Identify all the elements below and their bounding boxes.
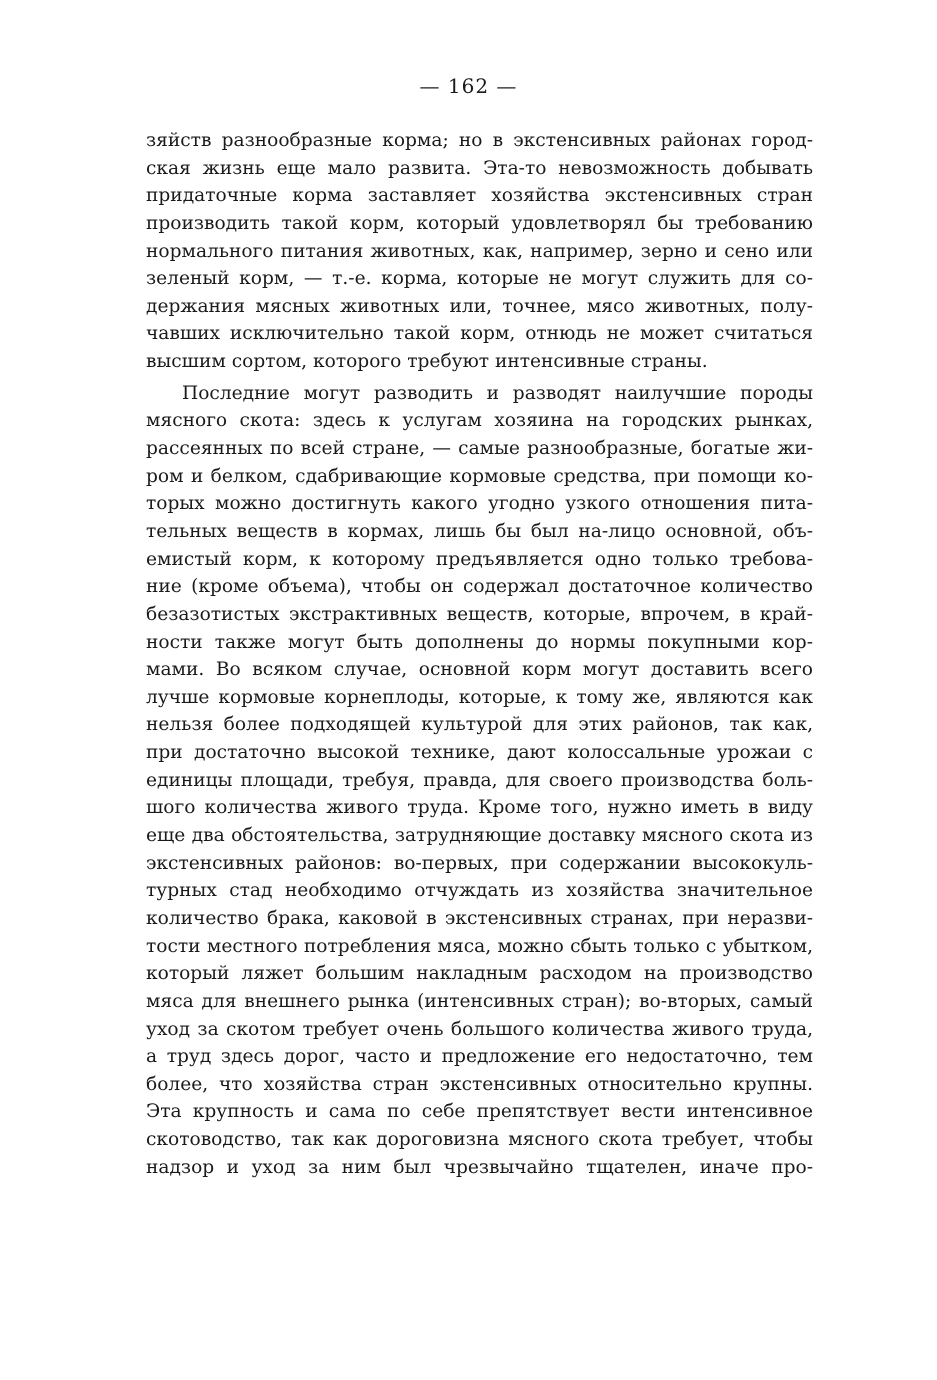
text-line: держания мясных животных или, точнее, мясо животных, полу- (146, 295, 813, 317)
text-line: скотоводство, так как дороговизна мясного скота требует, чтобы (146, 1129, 813, 1151)
text-line: производить такой корм, который удовлетворял бы требованию (146, 212, 813, 234)
text-line: ская жизнь еще мало развита. Эта-то невозможность добывать (146, 157, 813, 179)
text-line: мясного скота: здесь к услугам хозяина на городских рынках, (146, 410, 813, 432)
text-line: нормального питания животных, как, например, зерно и сено или (146, 240, 813, 262)
text-line: мами. Во всяком случае, основной корм могут доставить всего (146, 659, 813, 681)
text-line: мяса для внешнего рынка (интенсивных стран); во-вторых, самый (146, 990, 813, 1012)
text-line: нельзя более подходящей культурой для этих районов, так как, (146, 714, 813, 736)
text-line: зяйств разнообразные корма; но в экстенсивных районах город- (146, 130, 813, 151)
text-line: который ляжет большим накладным расходом на производство (146, 963, 813, 985)
text-line: придаточные корма заставляет хозяйства экстенсивных стран (146, 185, 813, 207)
text-line: Эта крупность и сама по себе препятствует вести интенсивное (146, 1101, 813, 1123)
text-line: ние (кроме объема), чтобы он содержал достаточное количество (146, 576, 813, 598)
text-line: турных стад необходимо отчуждать из хозяйства значительное (146, 880, 813, 902)
text-line: Последние могут разводить и разводят наилучшие породы (182, 382, 813, 404)
text-line: надзор и уход за ним был чрезвычайно тщателен, иначе про- (146, 1156, 813, 1178)
text-line: зеленый корм, — т.-е. корма, которые не могут служить для со- (146, 268, 813, 290)
body-text (146, 127, 813, 1181)
text-line: ности также могут быть дополнены до нормы покупными кор- (146, 631, 813, 653)
text-line: тости местного потребления мяса, можно сбыть только с убытком, (146, 935, 813, 957)
text-line: при достаточно высокой технике, дают колоссальные урожаи с (146, 742, 813, 764)
page-number: — 162 — (419, 74, 518, 98)
text-line: лучше кормовые корнеплоды, которые, к тому же, являются как (146, 686, 813, 708)
text-line: а труд здесь дорог, часто и предложение его недостаточно, тем (146, 1046, 813, 1068)
paragraph (146, 380, 813, 1182)
text-line: единицы площади, требуя, правда, для своего производства боль- (146, 769, 813, 791)
text-line: рассеянных по всей стране, — самые разнообразные, богатые жи- (146, 438, 813, 460)
text-line: тельных веществ в кормах, лишь бы был на-лицо основной, объ- (146, 520, 813, 542)
text-line: чавших исключительно такой корм, отнюдь не может считаться (146, 323, 813, 345)
text-line: количество брака, каковой в экстенсивных странах, при неразви- (146, 907, 813, 929)
text-line: шого количества живого труда. Кроме того, нужно иметь в виду (146, 797, 813, 819)
text-line: безазотистых экстрактивных веществ, которые, впрочем, в край- (146, 603, 813, 625)
paragraph (146, 127, 813, 376)
text-line: высшим сортом, которого требуют интенсивные страны. (146, 351, 708, 373)
text-line: ром и белком, сдабривающие кормовые средства, при помощи ко- (146, 465, 813, 487)
text-line: торых можно достигнуть какого угодно узкого отношения пита- (146, 493, 813, 515)
text-line: более, что хозяйства стран экстенсивных относительно крупны. (146, 1073, 813, 1095)
text-line: уход за скотом требует очень большого количества живого труда, (146, 1018, 813, 1040)
text-line: еще два обстоятельства, затрудняющие доставку мясного скота из (146, 825, 813, 847)
text-line: емистый корм, к которому предъявляется одно только требова- (146, 548, 813, 570)
text-line: экстенсивных районов: во-первых, при содержании высококуль- (146, 852, 813, 874)
